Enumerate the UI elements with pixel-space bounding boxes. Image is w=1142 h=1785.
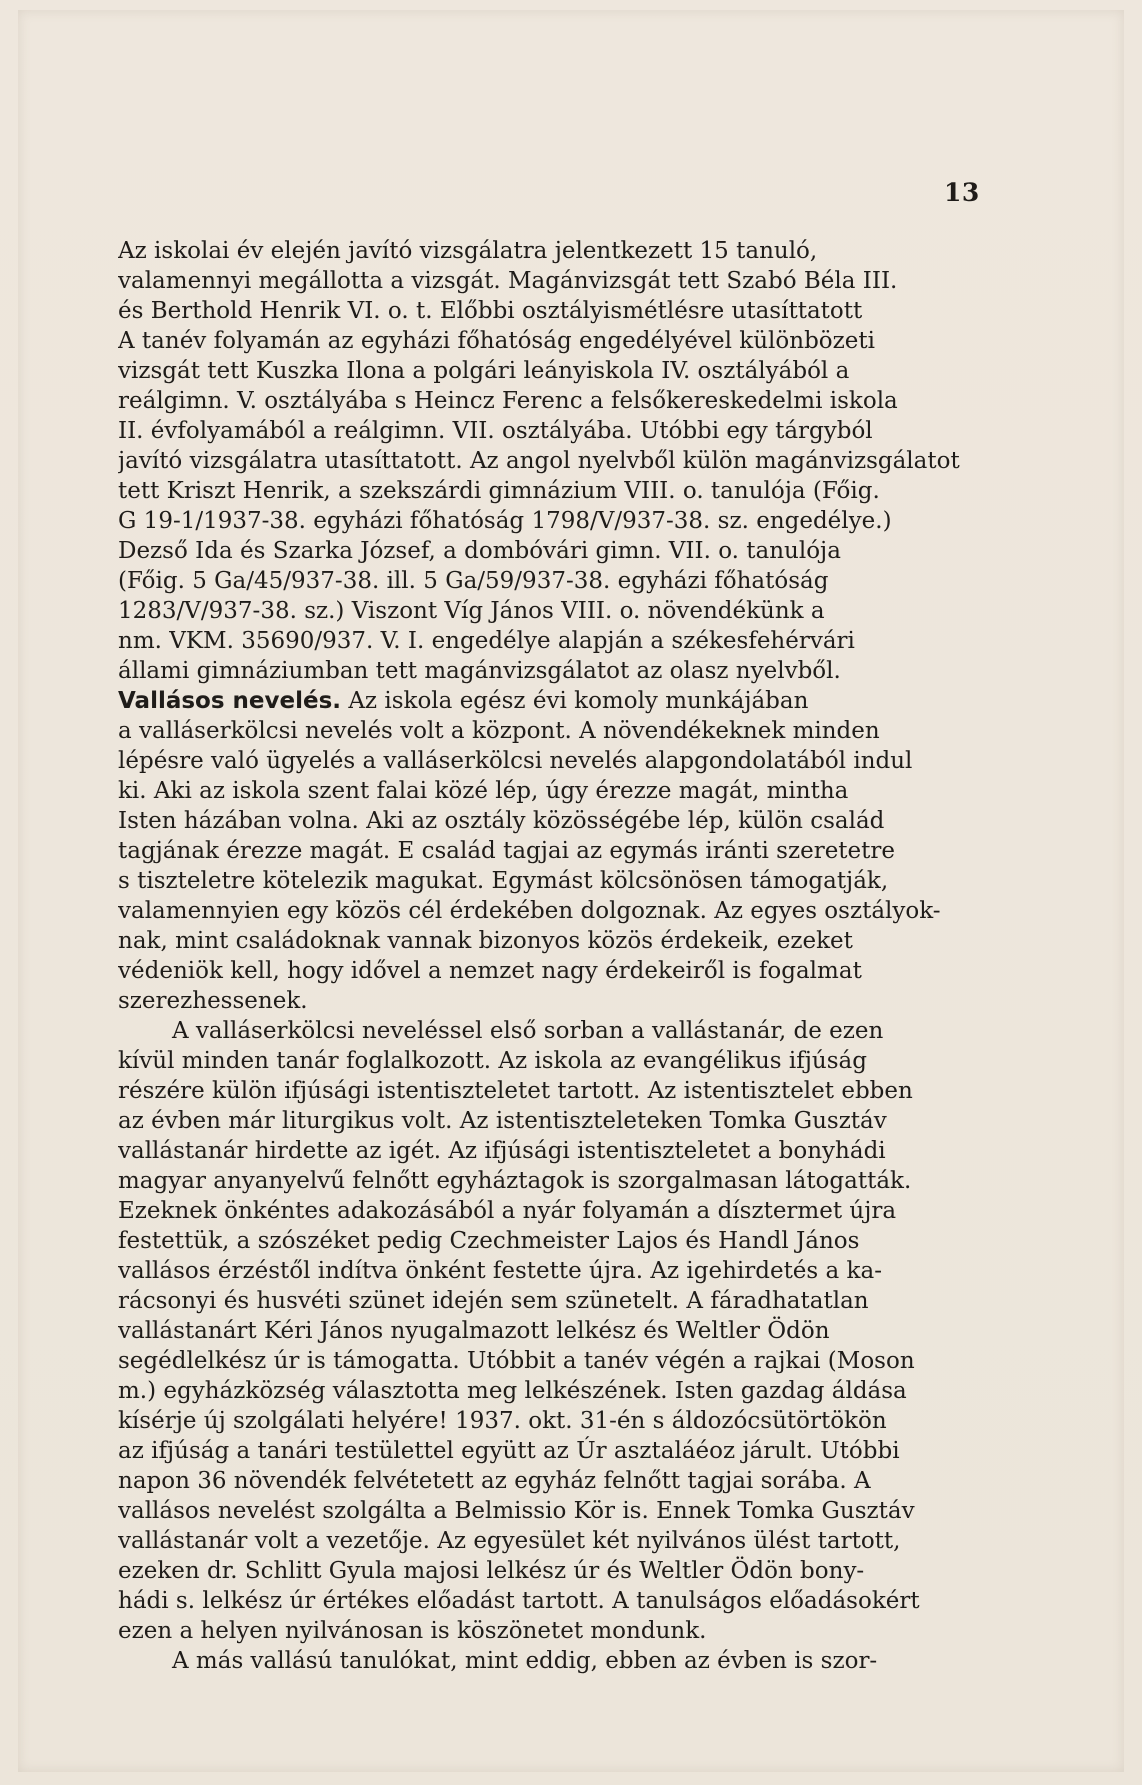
text-line: A valláserkölcsi neveléssel első sorban a vallástanár, de ezen (172, 1018, 884, 1044)
text-line: Az iskolai év elején javító vizsgálatra jelentkezett 15 tanuló, (118, 238, 818, 264)
text-line: az évben már liturgikus volt. Az istentiszteleteken Tomka Gusztáv (118, 1108, 887, 1134)
text-line: részére külön ifjúsági istentiszteletet tartott. Az istentisztelet ebben (118, 1078, 913, 1104)
text-line: tagjának érezze magát. E család tagjai az egymás iránti szeretetre (118, 838, 896, 864)
text-line: Dezső Ida és Szarka József, a dombóvári gimn. VII. o. tanulója (118, 538, 841, 564)
section-heading-text: Az iskola egész évi komoly munkájában (341, 688, 809, 714)
text-line: valamennyi megállotta a vizsgát. Magánvizsgát tett Szabó Béla III. (118, 268, 898, 294)
section-heading-line (118, 686, 978, 716)
text-line: vallásos érzéstől indítva önként festette újra. Az igehirdetés a ka- (118, 1258, 882, 1284)
text-line: II. évfolyamából a reálgimn. VII. osztályába. Utóbbi egy tárgyból (118, 418, 873, 444)
text-line: vallástanár volt a vezetője. Az egyesület két nyilvános ülést tartott, (118, 1528, 901, 1554)
text-line: magyar anyanyelvű felnőtt egyháztagok is szorgalmasan látogatták. (118, 1168, 912, 1194)
text-line: G 19-1/1937-38. egyházi főhatóság 1798/V/937-38. sz. engedélye.) (118, 508, 892, 534)
text-line: a valláserkölcsi nevelés volt a központ. A növendékeknek minden (118, 718, 880, 744)
section-title: Vallásos nevelés. (118, 688, 342, 714)
text-line: tett Kriszt Henrik, a szekszárdi gimnázium VIII. o. tanulója (Főig. (118, 478, 880, 504)
text-line: hádi s. lelkész úr értékes előadást tartott. A tanulságos előadásokért (118, 1588, 920, 1614)
text-line: (Főig. 5 Ga/45/937-38. ill. 5 Ga/59/937-38. egyházi főhatóság (118, 568, 829, 594)
text-line: kívül minden tanár foglalkozott. Az iskola az evangélikus ifjúság (118, 1048, 867, 1074)
text-line: ezen a helyen nyilvánosan is köszönetet mondunk. (118, 1618, 707, 1644)
text-line: vallástanár hirdette az igét. Az ifjúsági istentiszteletet a bonyhádi (118, 1138, 886, 1164)
text-line: segédlelkész úr is támogatta. Utóbbit a tanév végén a rajkai (Moson (118, 1348, 915, 1374)
text-line: reálgimn. V. osztályába s Heincz Ferenc a felsőkereskedelmi iskola (118, 388, 898, 414)
text-line: Ezeknek önkéntes adakozásából a nyár folyamán a dísztermet újra (118, 1198, 897, 1224)
text-line: Isten házában volna. Aki az osztály közösségébe lép, külön család (118, 808, 885, 834)
text-line: vallásos nevelést szolgálta a Belmissio Kör is. Ennek Tomka Gusztáv (118, 1498, 915, 1524)
page-number: 13 (944, 178, 980, 207)
text-line: és Berthold Henrik VI. o. t. Előbbi osztályismétlésre utasíttatott (118, 298, 863, 324)
text-line: kísérje új szolgálati helyére! 1937. okt. 31-én s áldozócsütörtökön (118, 1408, 887, 1434)
text-line: nak, mint családoknak vannak bizonyos közös érdekeik, ezeket (118, 928, 853, 954)
text-line: ki. Aki az iskola szent falai közé lép, úgy érezze magát, mintha (118, 778, 849, 804)
text-line: rácsonyi és husvéti szünet idején sem szünetelt. A fáradhatatlan (118, 1288, 869, 1314)
text-line: védeniök kell, hogy idővel a nemzet nagy érdekeiről is fogalmat (118, 958, 862, 984)
text-line: vizsgát tett Kuszka Ilona a polgári leányiskola IV. osztályából a (118, 358, 850, 384)
text-line: szerezhessenek. (118, 988, 308, 1014)
text-line: 1283/V/937-38. sz.) Viszont Víg János VIII. o. növendékünk a (118, 598, 825, 624)
text-line: ezeken dr. Schlitt Gyula majosi lelkész úr és Weltler Ödön bony- (118, 1558, 865, 1584)
text-line: az ifjúság a tanári testülettel együtt az Úr asztaláéoz járult. Utóbbi (118, 1438, 900, 1464)
text-line: s tiszteletre kötelezik magukat. Egymást kölcsönösen támogatják, (118, 868, 889, 894)
text-line: javító vizsgálatra utasíttatott. Az angol nyelvből külön magánvizsgálatot (118, 448, 960, 474)
text-line: vallástanárt Kéri János nyugalmazott lelkész és Weltler Ödön (118, 1318, 830, 1344)
text-line: A más vallású tanulókat, mint eddig, ebben az évben is szor- (172, 1648, 878, 1674)
body-text (118, 236, 978, 1676)
text-line: nm. VKM. 35690/937. V. I. engedélye alapján a székesfehérvári (118, 628, 855, 654)
text-line: valamennyien egy közös cél érdekében dolgoznak. Az egyes osztályok- (118, 898, 941, 924)
text-line: napon 36 növendék felvétetett az egyház felnőtt tagjai sorába. A (118, 1468, 871, 1494)
text-line: lépésre való ügyelés a valláserkölcsi nevelés alapgondolatából indul (118, 748, 913, 774)
text-line: m.) egyházközség választotta meg lelkészének. Isten gazdag áldása (118, 1378, 907, 1404)
text-line: A tanév folyamán az egyházi főhatóság engedélyével különbözeti (118, 328, 875, 354)
text-line: állami gimnáziumban tett magánvizsgálatot az olasz nyelvből. (118, 658, 841, 684)
text-line: festettük, a szószéket pedig Czechmeister Lajos és Handl János (118, 1228, 860, 1254)
